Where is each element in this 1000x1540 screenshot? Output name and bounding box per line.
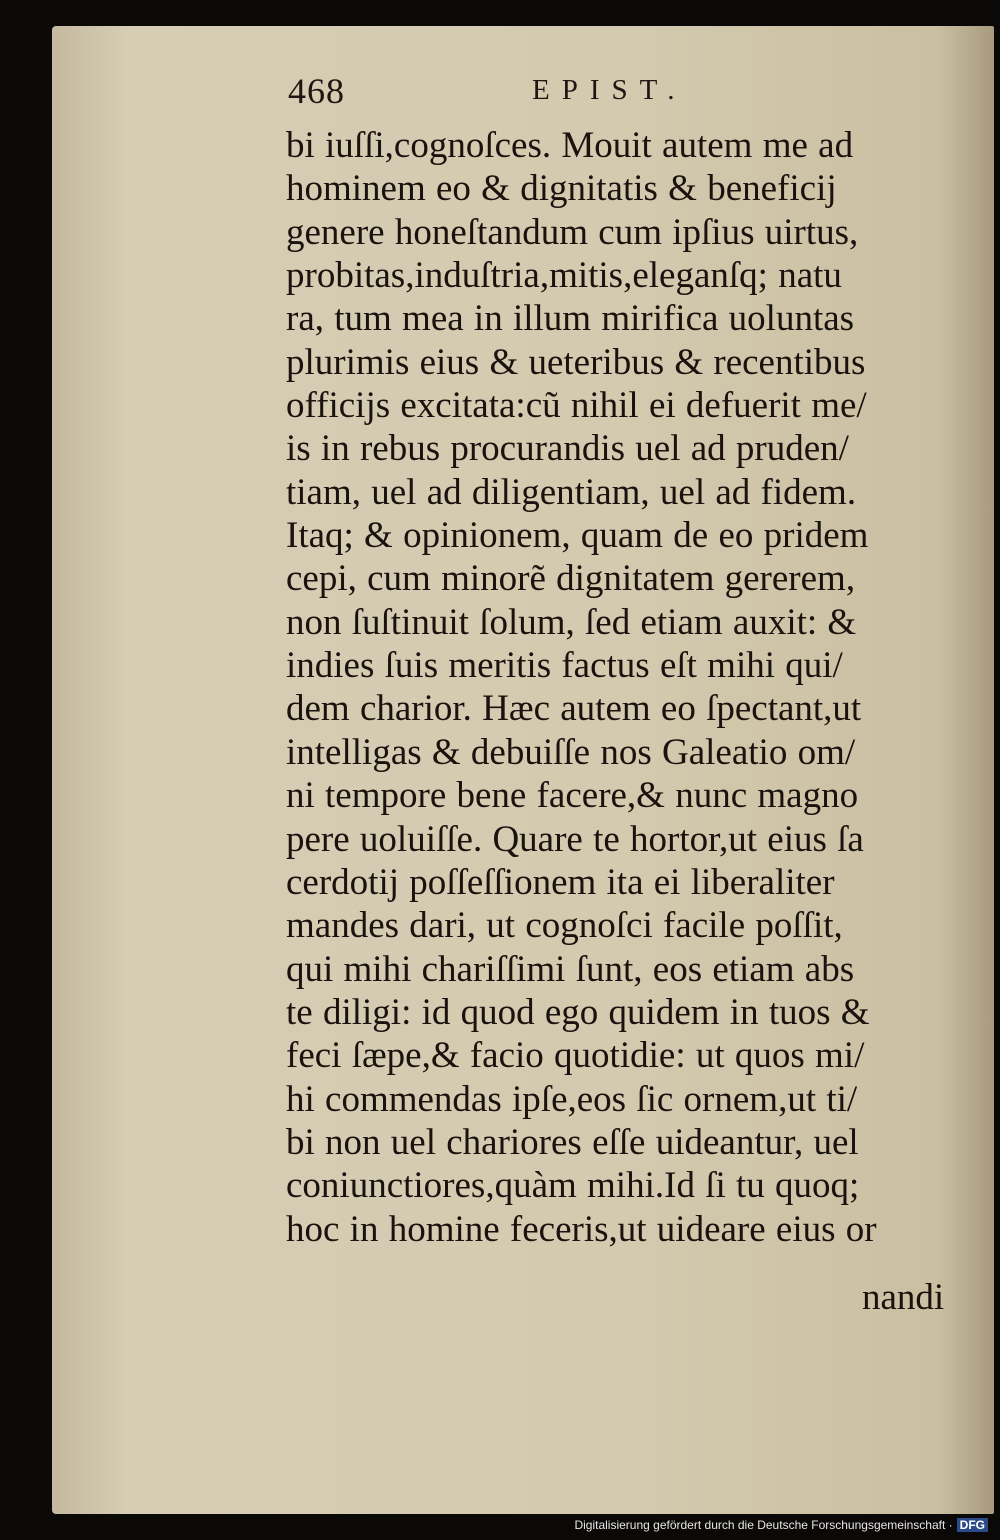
text-line: bi iuſſi,cognoſces. Mouit autem me ad — [286, 125, 854, 166]
body-text — [286, 124, 966, 1251]
text-line: tiam, uel ad diligentiam, uel ad fidem. — [286, 471, 857, 513]
text-line: bi non uel chariores eſſe uideantur, uel — [286, 1121, 859, 1163]
text-line: mandes dari, ut cognoſci facile poſſit, — [286, 905, 843, 947]
catchword: nandi — [862, 1277, 945, 1318]
text-line: dem charior. Hæc autem eo ſpectant,ut — [286, 688, 862, 730]
text-line: hi commendas ipſe,eos ſic ornem,ut ti/ — [286, 1078, 858, 1120]
text-line: feci ſæpe,& facio quotidie: ut quos mi/ — [286, 1035, 865, 1077]
digitization-credit — [574, 1518, 988, 1532]
text-line: ni tempore bene facere,& nunc magno — [286, 775, 859, 817]
text-line: te diligi: id quod ego quidem in tuos & — [286, 991, 870, 1033]
text-line: plurimis eius & ueteribus & recentibus — [286, 341, 866, 383]
text-line: ra, tum mea in illum mirifica uoluntas — [286, 298, 855, 340]
text-line: indies ſuis meritis factus eſt mihi qui/ — [286, 645, 843, 687]
dfg-logo: DFG — [957, 1518, 988, 1532]
text-line: cepi, cum minorẽ dignitatem gererem, — [286, 558, 856, 600]
text-line: intelligas & debuiſſe nos Galeatio om/ — [286, 731, 856, 773]
text-line: hoc in homine feceris,ut uideare eius or — [286, 1208, 877, 1250]
text-line: hominem eo & dignitatis & beneficij — [286, 168, 837, 210]
text-line: genere honeſtandum cum ipſius uirtus, — [286, 211, 859, 253]
text-line: qui mihi chariſſimi ſunt, eos etiam abs — [286, 948, 855, 990]
text-line: coniunctiores,quàm mihi.Id ſi tu quoq; — [286, 1165, 860, 1207]
text-line: cerdotij poſſeſſionem ita ei liberaliter — [286, 861, 835, 903]
text-line: officijs excitata:cũ nihil ei defuerit me/ — [286, 385, 867, 427]
text-line: probitas,induſtria,mitis,eleganſq; natu — [286, 255, 842, 297]
text-line: is in rebus procurandis uel ad pruden/ — [286, 428, 849, 470]
credit-text: Digitalisierung gefördert durch die Deutsche Forschungsgemeinschaft · — [574, 1518, 953, 1532]
running-title: EPIST. — [532, 74, 687, 106]
text-line: non ſuſtinuit ſolum, ſed etiam auxit: & — [286, 601, 857, 643]
page-header — [288, 70, 988, 116]
text-line: Itaq; & opinionem, quam de eo pridem — [286, 515, 869, 557]
page-number: 468 — [288, 71, 345, 111]
text-line: pere uoluiſſe. Quare te hortor,ut eius ſa — [286, 818, 864, 860]
